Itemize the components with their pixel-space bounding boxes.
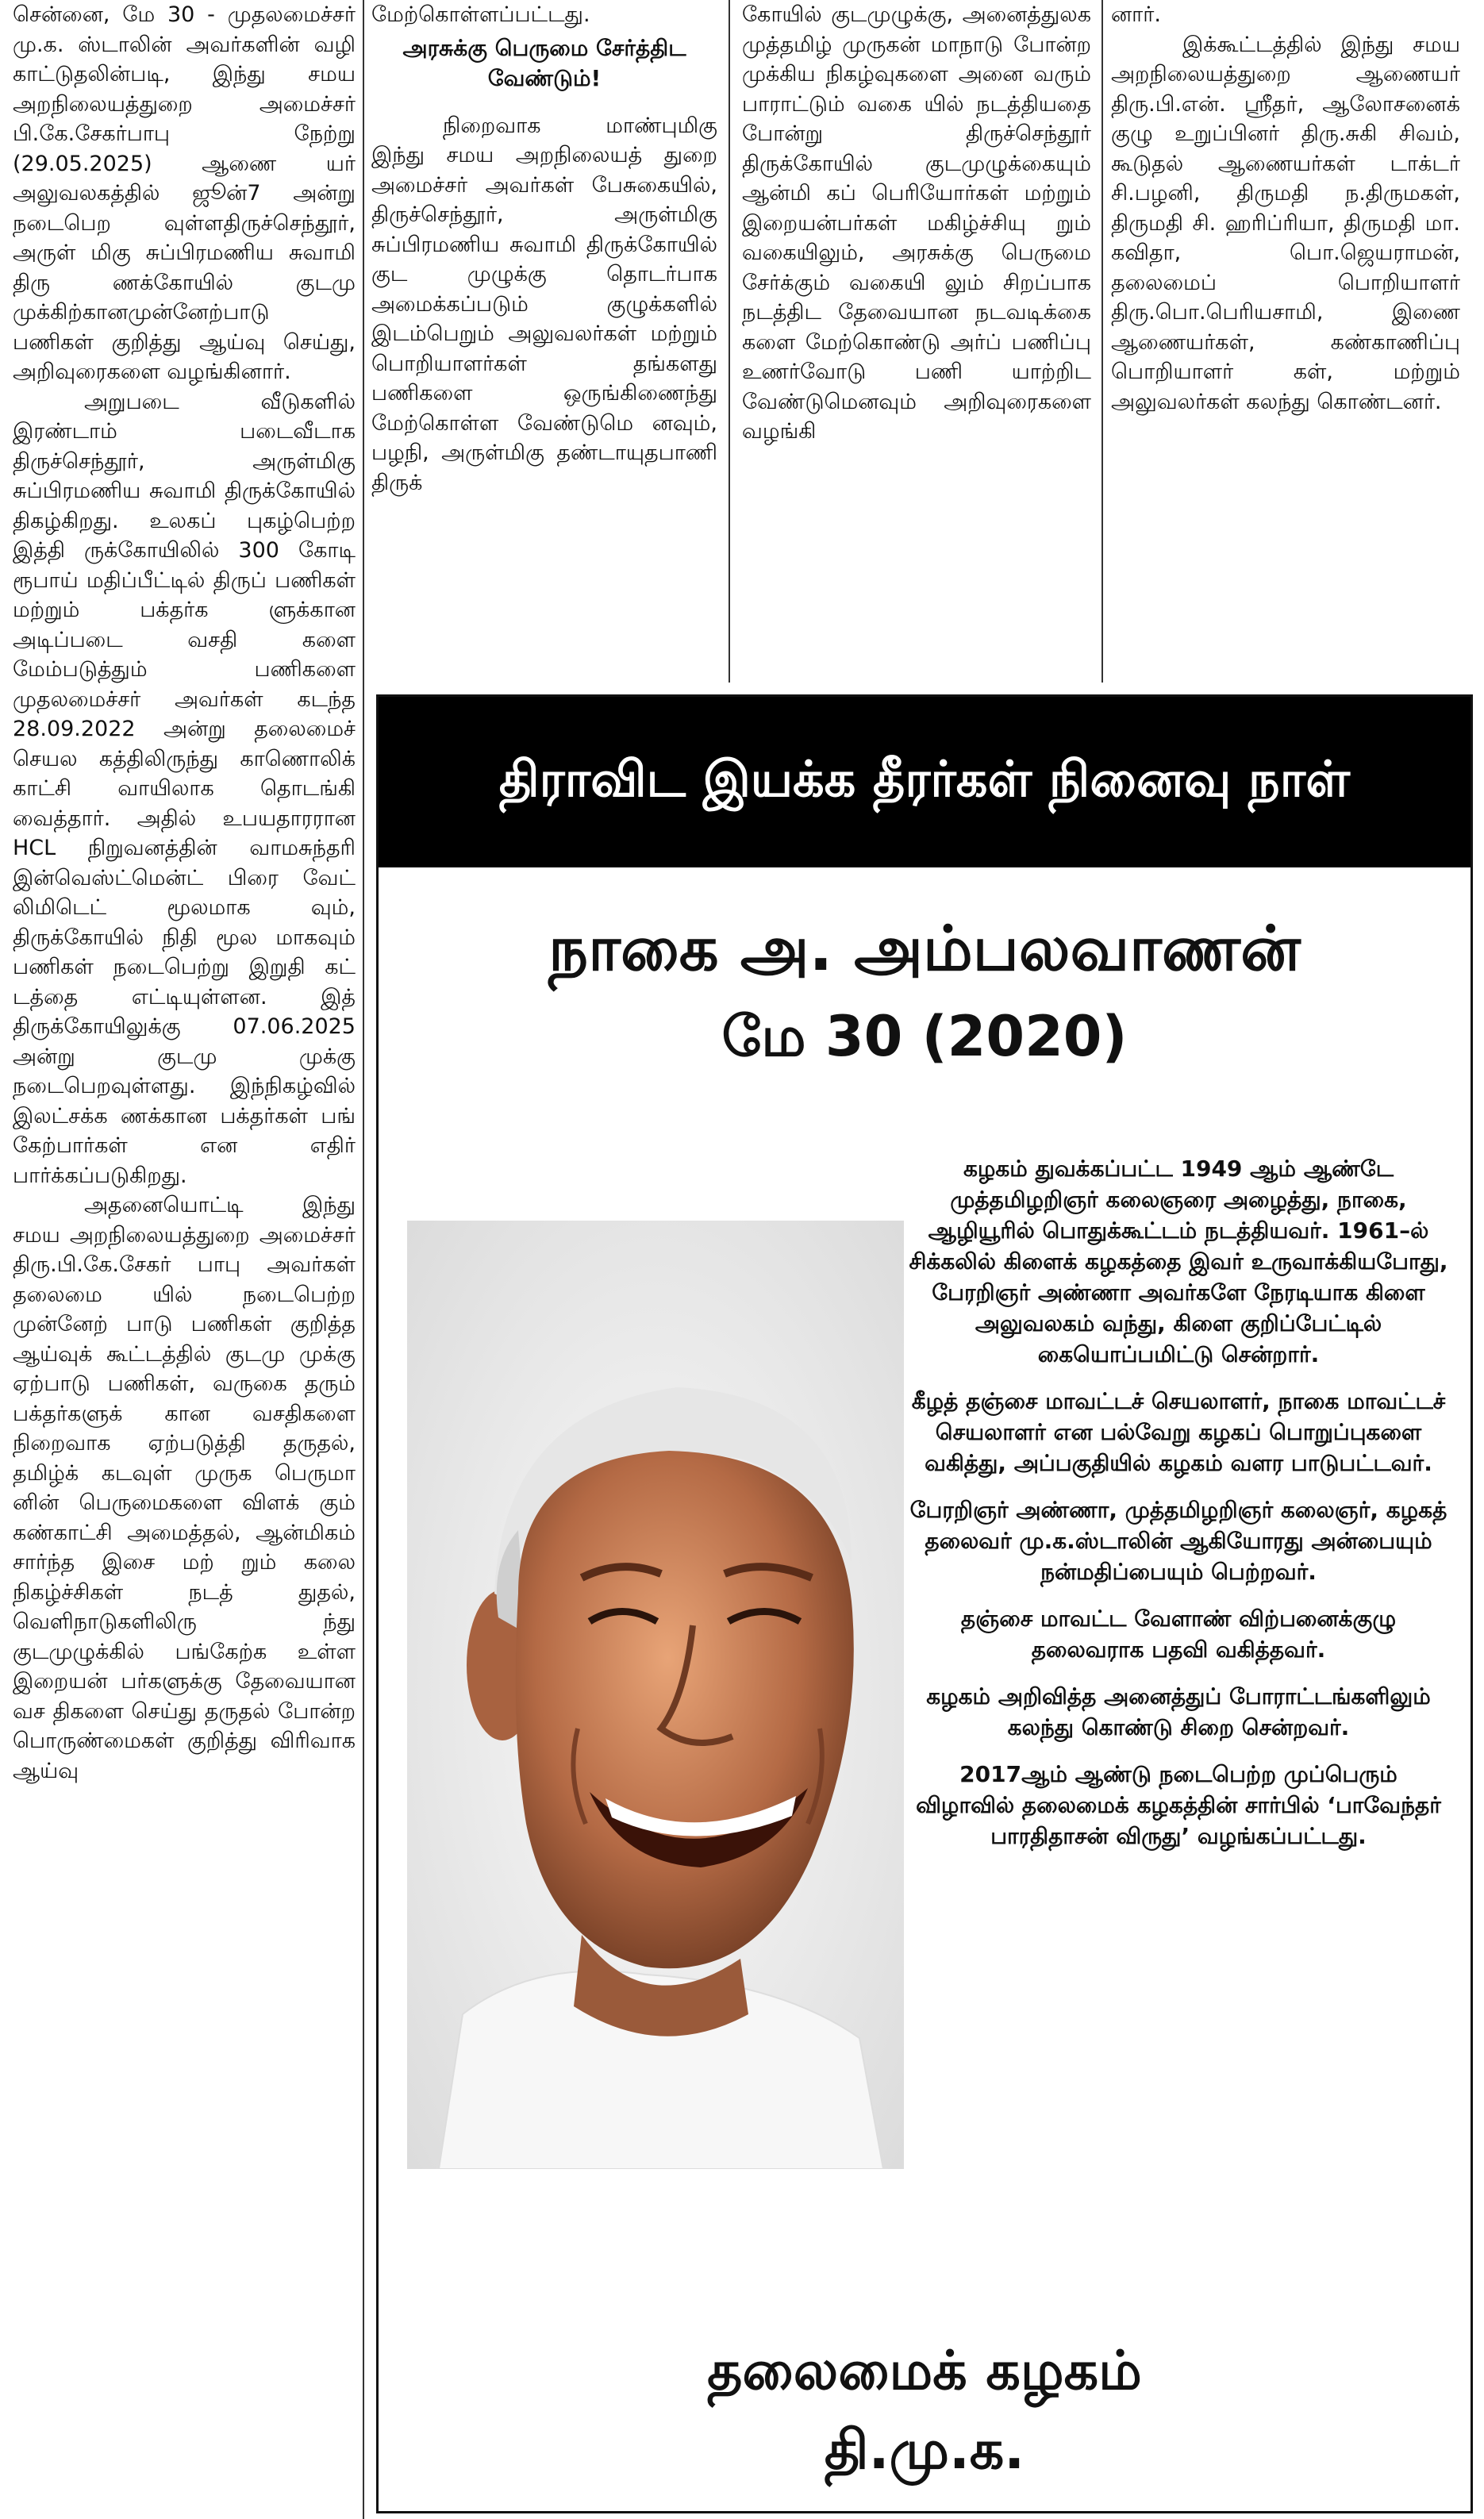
- article-column-2: [371, 0, 717, 683]
- article-paragraph: இக்கூட்டத்தில் இந்து சமய அறநிலையத்துறை ஆணையர் திரு.பி.என். ஸ்ரீதர், ஆலோசனைக் குழு உறுப்பினர் திரு.சுகி சிவம், கூடுதல் ஆணையர்கள் டாக்டர் சி.பழனி, திருமதி ந.திருமகள், திருமதி சி. ஹரிப்ரியா, திருமதி மா. கவிதா, பொ.ஜெயராமன், தலைமைப் பொறியாளர் திரு.பொ.பெரியசாமி, இணை ஆணையர்கள், கண்காணிப்பு பொறியாளர் கள், மற்றும் அலுவலர்கள் கலந்து கொண்டனர்.: [1111, 32, 1460, 414]
- bio-paragraph: கழகம் துவக்கப்பட்ட 1949 ஆம் ஆண்டே முத்தமிழறிஞர் கலைஞரை அழைத்து, நாகை, ஆழியூரில் பொதுக்கூட்டம் நடத்தியவர். 1961–ல் சிக்கலில் கிளைக் கழகத்தை இவர் உருவாக்கியபோது, பேரறிஞர் அண்ணா அவர்களே நேரடியாக கிளை அலுவலகம் வந்து, கிளை குறிப்பேட்டில் கையொப்பமிட்டு சென்றார்.: [909, 1156, 1448, 1367]
- signature-line: தி.மு.க.: [824, 2419, 1025, 2482]
- honoree-name: நாகை அ. அம்பலவாணன்: [548, 913, 1301, 985]
- article-paragraph: னார்.: [1111, 2, 1161, 27]
- article-paragraph: சென்னை, மே 30 - முதலமைச்சர் மு.க. ஸ்டாலின் அவர்களின் வழி காட்டுதலின்படி, இந்து சமய அறநிலையத்துறை அமைச்சர் பி.கே.சேகர்பாபு நேற்று (29.05.2025) ஆணை யர் அலுவலகத்தில் ஜூன்7 அன்று நடைபெற வுள்ளதிருச்செந்தூர், அருள் மிகு சுப்பிரமணிய சுவாமி திரு ணக்கோயில் குடமு முக்கிற்கானமுன்னேற்பாடு பணிகள் குறித்து ஆய்வு செய்து, அறிவுரைகளை வழங்கினார்.: [13, 2, 356, 384]
- article-paragraph: கோயில் குடமுழுக்கு, அனைத்துலக முத்தமிழ் முருகன் மாநாடு போன்ற முக்கிய நிகழ்வுகளை அனை வரும் பாராட்டும் வகை யில் நடத்தியதை போன்று திருச்செந்தூர் திருக்கோயில் குடமுழுக்கையும் ஆன்மி கப் பெரியோர்கள் மற்றும் இறையன்பர்கள் மகிழ்ச்சியு றும் வகையிலும், அரசுக்கு பெருமை சேர்க்கும் வகையி லும் சிறப்பாக நடத்திட தேவையான நடவடிக்கை களை மேற்கொண்டு அர்ப் பணிப்பு உணர்வோடு பணி யாற்றிட வேண்டுமெனவும் அறிவுரைகளை வழங்கி: [742, 2, 1091, 444]
- article-paragraph: அறுபடை வீடுகளில் இரண்டாம் படைவீடாக திருச்செந்தூர், அருள்மிகு சுப்பிரமணிய சுவாமி திருக்கோயில் திகழ்கிறது. உலகப் புகழ்பெற்ற இத்தி ருக்கோயிலில் 300 கோடி ரூபாய் மதிப்பீட்டில் திருப் பணிகள் மற்றும் பக்தர்க ளுக்கான அடிப்படை வசதி களை மேம்படுத்தும் பணிகளை முதலமைச்சர் அவர்கள் கடந்த 28.09.2022 அன்று தலைமைச் செயல கத்திலிருந்து காணொலிக் காட்சி வாயிலாக தொடங்கி வைத்தார். அதில் உபயதாரரான HCL நிறுவனத்தின் வாமசுந்தரி இன்வெஸ்ட்மென்ட் பிரை வேட் லிமிடெட் மூலமாக வும், திருக்கோயில் நிதி மூல மாகவும் பணிகள் நடைபெற்று இறுதி கட் டத்தை எட்டியுள்ளன. இத் திருக்கோயிலுக்கு 07.06.2025 அன்று குடமு முக்கு நடைபெறவுள்ளது. இந்நிகழ்வில் இலட்சக்க ணக்கான பக்தர்கள் பங் கேற்பார்கள் என எதிர் பார்க்கப்படுகிறது.: [13, 389, 356, 1188]
- column-divider: [729, 0, 730, 683]
- bio-paragraph: பேரறிஞர் அண்ணா, முத்தமிழறிஞர் கலைஞர், கழகத் தலைவர் மு.க.ஸ்டாலின் ஆகியோரது அன்பையும் நன்மதிப்பையும் பெற்றவர்.: [909, 1497, 1447, 1585]
- signature-line: தலைமைக் கழகம்: [707, 2340, 1142, 2402]
- column-divider: [1101, 0, 1103, 683]
- biography: [909, 1153, 1448, 1867]
- signature-block: [379, 2332, 1471, 2490]
- article-column-3: [742, 0, 1091, 683]
- article-column-1: [13, 0, 356, 2519]
- bio-paragraph: கழகம் அறிவித்த அனைத்துப் போராட்டங்களிலும் கலந்து கொண்டு சிறை சென்றவர்.: [926, 1683, 1431, 1740]
- article-paragraph: மேற்கொள்ளப்பட்டது.: [371, 2, 590, 27]
- article-paragraph: நிறைவாக மாண்புமிகு இந்து சமய அறநிலையத் துறை அமைச்சர் அவர்கள் பேசுகையில், திருச்செந்தூர், அருள்மிகு சுப்பிரமணிய சுவாமி திருக்கோயில் குட முழுக்கு தொடர்பாக அமைக்கப்படும் குழுக்களில் இடம்பெறும் அலுவலர்கள் மற்றும் பொறியாளர்கள் தங்களது பணிகளை ஒருங்கிணைந்து மேற்கொள்ள வேண்டுமெ னவும், பழநி, அருள்மிகு தண்டாயுதபாணி திருக்: [371, 113, 717, 495]
- bio-paragraph: 2017ஆம் ஆண்டு நடைபெற்ற முப்பெரும் விழாவில் தலைமைக் கழகத்தின் சார்பில் ‘பாவேந்தர் பாரதிதாசன் விருது’ வழங்கப்பட்டது.: [916, 1761, 1441, 1849]
- article-column-4: [1111, 0, 1460, 683]
- column-divider: [363, 0, 364, 2519]
- article-subheading: அரசுக்கு பெருமை சேர்த்திட வேண்டும்!: [402, 34, 686, 91]
- memorial-notice: [376, 694, 1473, 2513]
- bio-paragraph: தஞ்சை மாவட்ட வேளாண் விற்பனைக்குழு தலைவராக பதவி வகித்தவர்.: [960, 1606, 1397, 1663]
- memorial-banner: [379, 697, 1471, 867]
- article-paragraph: அதனையொட்டி இந்து சமய அறநிலையத்துறை அமைச்சர் திரு.பி.கே.சேகர் பாபு அவர்கள் தலைமை யில் நடைபெற்ற முன்னேற் பாடு பணிகள் குறித்த ஆய்வுக் கூட்டத்தில் குடமு முக்கு ஏற்பாடு பணிகள், வருகை தரும் பக்தர்களுக் கான வசதிகளை நிறைவாக ஏற்படுத்தி தருதல், தமிழ்க் கடவுள் முருக பெருமா னின் பெருமைகளை விளக் கும் கண்காட்சி அமைத்தல், ஆன்மிகம் சார்ந்த இசை மற் றும் கலை நிகழ்ச்சிகள் நடத் துதல், வெளிநாடுகளிலிரு ந்து குடமுழுக்கில் பங்கேற்க உள்ள இறையன் பர்களுக்கு தேவையான வச திகளை செய்து தருதல் போன்ற பொருண்மைகள் குறித்து விரிவாக ஆய்வு: [13, 1193, 356, 1783]
- bio-paragraph: கீழத் தஞ்சை மாவட்டச் செயலாளர், நாகை மாவட்டச் செயலாளர் என பல்வேறு கழகப் பொறுப்புகளை வகித்து, அப்பகுதியில் கழகம் வளர பாடுபட்டவர்.: [911, 1388, 1446, 1476]
- banner-title: திராவிட இயக்க தீரர்கள் நினைவு நாள்: [498, 749, 1351, 808]
- portrait-photo: [407, 1221, 904, 2169]
- memorial-date: மே 30 (2020): [721, 1004, 1128, 1069]
